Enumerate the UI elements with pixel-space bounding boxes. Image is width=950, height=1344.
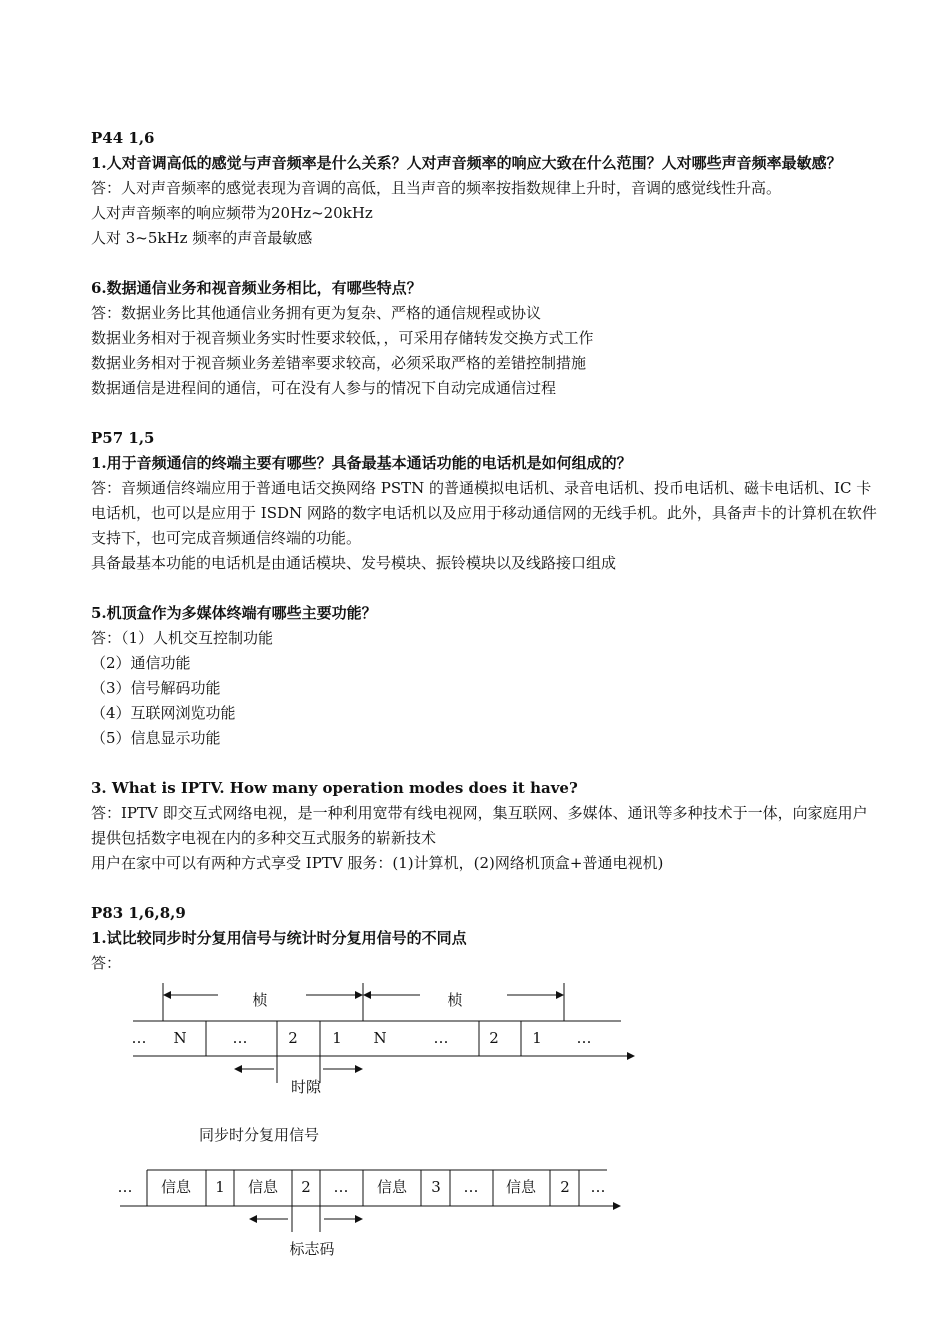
stat-cell: 信息 [160, 1178, 192, 1196]
page-ref: P57 1,5 [91, 429, 155, 447]
stat-tdm-diagram [117, 1170, 620, 1232]
stat-cell: 2 [301, 1178, 311, 1196]
sync-tdm-labels [132, 991, 592, 1144]
page-ref: P44 1,6 [91, 129, 155, 147]
answer-line: 具备最基本功能的电话机是由通话模块、发号模块、振铃模块以及线路接口组成 [91, 554, 617, 572]
frame-label: 桢 [447, 991, 463, 1009]
stat-tdm-labels [118, 1178, 606, 1258]
answer-line: （2）通信功能 [91, 654, 191, 672]
slot-cell: 2 [288, 1029, 298, 1047]
answer-line: 数据通信是进程间的通信，可在没有人参与的情况下自动完成通信过程 [91, 379, 557, 397]
question: 1.人对音调高低的感觉与声音频率是什么关系？人对声音频率的响应大致在什么范围？人对哪些声音频率最敏感？ [91, 154, 842, 172]
answer-line: 人对 3~5kHz 频率的声音最敏感 [91, 229, 313, 247]
slot-cell: N [373, 1029, 387, 1047]
stat-cell: 2 [560, 1178, 570, 1196]
answer-line: 数据业务相对于视音频业务实时性要求较低，，可采用存储转发交换方式工作 [91, 329, 594, 347]
slot-cell: … [131, 1029, 147, 1047]
slot-cell: 1 [532, 1029, 542, 1047]
answer-line: （4）互联网浏览功能 [91, 704, 236, 722]
slot-cell: 2 [489, 1029, 499, 1047]
marker-label: 标志码 [289, 1240, 335, 1258]
stat-cell: … [590, 1178, 606, 1196]
question: 1.用于音频通信的终端主要有哪些？具备最基本通话功能的电话机是如何组成的？ [91, 454, 632, 472]
answer-line: 答：IPTV 即交互式网络电视，是一种利用宽带有线电视网，集互联网、多媒体、通讯等多种技术于一体，向家庭用户提供包括数字电视在内的多种交互式服务的崭新技术 [91, 804, 868, 847]
answer-line: 答： [91, 954, 122, 972]
diagram-caption: 同步时分复用信号 [198, 1126, 320, 1144]
answer-line: （5）信息显示功能 [91, 729, 221, 747]
stat-cell: 信息 [376, 1178, 408, 1196]
answer-line: （3）信号解码功能 [91, 679, 221, 697]
question: 6.数据通信业务和视音频业务相比，有哪些特点？ [91, 279, 422, 297]
answer-line: 数据业务相对于视音频业务差错率要求较高，必须采取严格的差错控制措施 [91, 354, 587, 372]
frame-label: 桢 [252, 991, 268, 1009]
slot-cell: 1 [332, 1029, 342, 1047]
stat-cell: 3 [431, 1178, 441, 1196]
slot-cell: … [433, 1029, 449, 1047]
answer-line: 答：人对声音频率的感觉表现为音调的高低，且当声音的频率按指数规律上升时，音调的感觉线性升高。 [91, 179, 782, 197]
slot-cell: … [232, 1029, 248, 1047]
page-ref: P83 1,6,8,9 [91, 904, 186, 922]
answer-line: 答：数据业务比其他通信业务拥有更为复杂、严格的通信规程或协议 [91, 304, 542, 322]
slot-cell: N [173, 1029, 187, 1047]
question: 3. What is IPTV. How many operation modes does it have? [91, 779, 578, 797]
stat-cell: … [333, 1178, 349, 1196]
question: 5.机顶盒作为多媒体终端有哪些主要功能？ [91, 604, 377, 622]
slot-label: 时隙 [290, 1078, 322, 1096]
question: 1.试比较同步时分复用信号与统计时分复用信号的不同点 [91, 929, 467, 947]
stat-cell: … [463, 1178, 479, 1196]
stat-cell: 信息 [247, 1178, 279, 1196]
stat-cell: … [117, 1178, 133, 1196]
answer-line: 答：（1）人机交互控制功能 [91, 629, 274, 647]
slot-cell: … [576, 1029, 592, 1047]
answer-line: 人对声音频率的响应频带为20Hz~20kHz [91, 204, 373, 222]
stat-cell: 1 [215, 1178, 225, 1196]
answer-line: 用户在家中可以有两种方式享受 IPTV 服务：(1)计算机，(2)网络机顶盒+普通电视机) [91, 854, 664, 872]
answer-line: 答：音频通信终端应用于普通电话交换网络 PSTN 的普通模拟电话机、录音电话机、投币电话机、磁卡电话机、IC 卡电话机，也可以是应用于 ISDN 网路的数字电话机以及应用于移动通信网的无线手机。此外，具备声卡的计算机在软件支持下，也可完成音频通信终端的功能。 [91, 479, 877, 547]
stat-cell: 信息 [505, 1178, 537, 1196]
